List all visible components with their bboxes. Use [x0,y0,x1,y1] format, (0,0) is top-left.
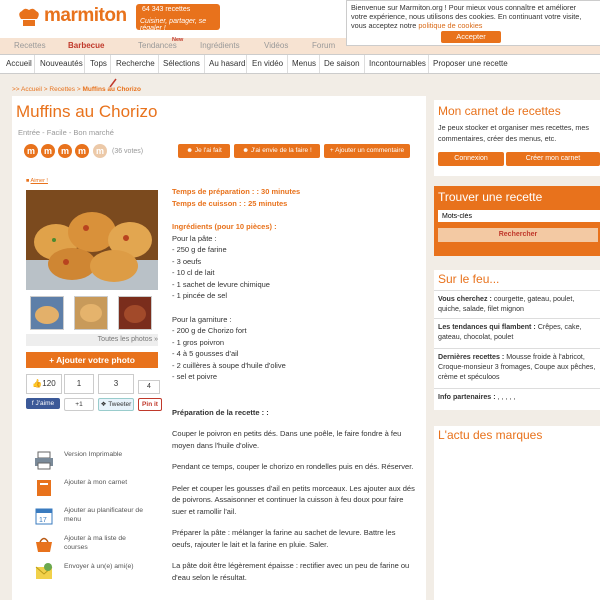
breadcrumb-current: Muffins au Chorizo [82,86,141,93]
topnav-forum[interactable]: Forum [312,41,336,50]
all-photos-link[interactable]: Toutes les photos » [26,334,158,346]
divider [434,290,600,291]
pin-count: 4 [138,380,160,394]
facebook-icon: ■ [26,178,31,184]
muffin-thumbnail-image [75,297,107,329]
login-button[interactable]: Connexion [438,152,504,166]
print-version-link[interactable] [34,448,154,476]
notebook-icon [34,478,54,498]
chef-icon: ☻ [186,147,195,154]
want-to-make-button[interactable] [234,144,320,158]
trending-panel [434,270,600,410]
tweet-count: 3 [98,374,134,394]
sub-nav [0,54,600,74]
recipes-count: 64 343 recettes [142,6,191,13]
ingredient-item: - 1 pincée de sel [172,291,228,300]
subnav-accueil[interactable]: Accueil [6,59,32,68]
facebook-icon: f [31,400,36,407]
divider [84,55,85,73]
garniture-title: Pour la garniture : [172,314,232,324]
twitter-bird-icon: ❖ [100,401,109,408]
subnav-tops[interactable]: Tops [90,59,107,68]
recipe-photo[interactable] [26,190,158,290]
topnav-ingredients[interactable]: Ingrédients [200,41,240,50]
subnav-au-hasard[interactable]: Au hasard [209,59,246,68]
page-title: Muffins au Chorizo [16,102,158,121]
cookie-accept-button[interactable]: Accepter [441,31,501,43]
tool-label: Envoyer à un(e) ami(e) [64,563,134,570]
photo-thumbnail[interactable] [30,296,64,330]
tool-label: Ajouter à mon carnet [64,479,128,486]
divider [434,318,600,319]
tagline: Cuisiner, partager, se régaler ! [140,18,207,32]
printer-icon [34,450,54,470]
subnav-recherche[interactable]: Recherche [116,59,155,68]
divider [34,55,35,73]
facebook-like-count: 👍120 [26,374,62,394]
recipe-details [172,186,416,583]
chef-icon: ☻ [242,147,251,154]
ingredient-item: - 10 cl de lait [172,268,215,277]
step-text: Pendant ce temps, couper le chorizo en rondelles puis en dés. Réserver. [172,462,414,471]
cookie-banner [346,0,600,46]
gplus-count: 1 [64,374,94,394]
chef-hat-icon [16,7,42,29]
ingredient-item: - 3 oeufs [172,256,202,266]
step-text: La pâte doit être légèrement épaisse : rectifier avec un peu de farine ou d'eau selon le résultat. [172,561,410,582]
subnav-incontournables[interactable]: Incontournables [369,59,426,68]
tweet-button[interactable]: ❖ Tweeter [98,398,134,411]
subnav-menus[interactable]: Menus [292,59,317,68]
cook-time: Temps de cuisson : : 25 minutes [172,198,288,208]
aimer-link[interactable]: ■ Aimer ! [26,178,48,184]
ingredient-item: - 200 g de Chorizo fort [172,326,247,335]
facebook-like-button[interactable]: f J'aime [26,398,60,409]
add-comment-button[interactable]: + Ajouter un commentaire [324,144,410,158]
done-button-label: Je l'ai fait [194,147,222,154]
preparation-title: Préparation de la recette : : [172,407,269,417]
pinterest-button[interactable]: Pin it [138,398,162,411]
basket-icon [34,534,54,554]
trending-item: Info partenaires : , , , , , [438,393,516,401]
divider [319,55,320,73]
pate-title: Pour la pâte : [172,233,217,243]
calendar-icon [34,506,54,526]
subnav-en-video[interactable]: En vidéo [252,59,284,68]
tool-label: Version Imprimable [64,451,123,458]
brands-news-panel [434,426,600,600]
brands-news-title: L'actu des marques [438,428,543,442]
logo-text: marmiton [44,5,127,26]
want-to-make-label: J'ai envie de la faire ! [250,147,312,154]
subnav-nouveautes[interactable]: Nouveautés [40,59,83,68]
topnav-tendances[interactable]: Tendances [138,41,177,50]
site-logo[interactable] [14,4,127,30]
ingredient-item: - 4 à 5 gousses d'ail [172,349,239,358]
rating-icon[interactable]: m [24,144,38,158]
divider [204,55,205,73]
send-to-friend-link[interactable] [34,560,154,588]
subnav-selections[interactable]: Sélections [163,59,200,68]
ingredients-title: Ingrédients (pour 10 pièces) : [172,222,277,231]
search-input[interactable] [438,210,600,222]
topnav-videos[interactable]: Vidéos [264,41,289,50]
divider [287,55,288,73]
divider [246,55,247,73]
divider [364,55,365,73]
recipe-subtitle: Entrée - Facile - Bon marché [18,128,114,137]
muffin-thumbnail-image [119,297,151,329]
recipe-search-panel [434,186,600,256]
votes-count: (36 votes) [112,148,144,155]
step-text: Peler et couper les gousses d'ail en petits morceaux. Les ajouter aux dés de poivrons. Assaisonner et continuer la cuisson à feu doux pour faire suer et ramollir l'ail. [172,483,415,516]
add-to-notebook-link[interactable] [34,476,154,504]
trending-title: Sur le feu... [438,272,500,286]
divider [434,388,600,389]
envelope-icon [34,562,54,582]
tagline-badge [136,4,220,30]
search-button[interactable]: Rechercher [438,228,598,242]
svg-text:17: 17 [39,517,47,524]
rating-icon[interactable]: m [58,144,72,158]
subnav-proposer[interactable]: Proposer une recette [433,59,508,68]
divider [110,55,111,73]
trending-item: Dernières recettes : Mousse froide à l'abricot, Croque-monsieur 3 fromages, Coupe aux pêches, crème et spéculoos [438,353,596,381]
subnav-de-saison[interactable]: De saison [324,59,360,68]
notebook-text: Je peux stocker et organiser mes recettes, mes commentaires, créer des menus, etc. [438,123,590,143]
step-text: Préparer la pâte : mélanger la farine au sachet de levure. Battre les oeufs, rajouter le lait et la farine en pluie. Saler. [172,528,396,549]
notebook-panel [434,100,600,176]
trending-item: Vous cherchez : courgette, gateau, poulet, quiche, salade, filet mignon [438,295,575,313]
divider [428,55,429,73]
cookie-policy-link[interactable]: politique de cookies [418,21,483,30]
add-to-shopping-list-link[interactable] [34,532,154,560]
photo-thumbnail[interactable] [74,296,108,330]
step-text: Couper le poivron en petits dés. Dans une poêle, le faire fondre à feu moyen dans l'huile d'olive. [172,429,402,450]
ingredient-item: - 1 gros poivron [172,337,225,347]
add-photo-button[interactable]: + Ajouter votre photo [26,352,158,368]
notebook-title: Mon carnet de recettes [438,104,561,118]
tool-label: Ajouter au planificateur de menu [64,507,143,523]
ingredient-item: - 2 cuillères à soupe d'huile d'olive [172,360,286,370]
ingredient-item: - 1 sachet de levure chimique [172,279,270,289]
ingredient-item: - sel et poivre [172,372,218,381]
prep-time: Temps de préparation : : 30 minutes [172,187,301,196]
muffins-photo-image [26,190,158,290]
cookie-text: Bienvenue sur Marmiton.org ! Pour mieux vous connaître et améliorer votre expérience, nous utilisons des cookies. En continuant votre visite, vous acceptez notre politique de cookies [351,3,582,30]
breadcrumb-path[interactable]: >> Accueil > Recettes > [12,86,83,93]
tool-label: Ajouter à ma liste de courses [64,535,126,551]
gplus-button[interactable]: +1 [64,398,94,411]
photo-thumbnail[interactable] [118,296,152,330]
search-title: Trouver une recette [438,190,543,204]
thumbs-up-icon: 👍 [32,379,43,388]
breadcrumb [12,86,141,93]
rating-icon[interactable]: m [75,144,89,158]
new-badge: New [172,37,184,43]
rating-icon-empty[interactable]: m [93,144,107,158]
muffin-thumbnail-image [31,297,63,329]
add-to-planner-link[interactable] [34,504,154,532]
topnav-recettes[interactable]: Recettes [14,41,46,50]
divider [434,348,600,349]
rating-icon[interactable]: m [41,144,55,158]
done-button[interactable] [178,144,230,158]
divider [158,55,159,73]
topnav-barbecue[interactable]: Barbecue [68,41,105,50]
trending-item: Les tendances qui flambent : Crêpes, cake, gateau, chocolat, poulet [438,323,582,341]
ingredient-item: - 250 g de farine [172,245,227,254]
create-notebook-button[interactable]: Créer mon carnet [506,152,600,166]
